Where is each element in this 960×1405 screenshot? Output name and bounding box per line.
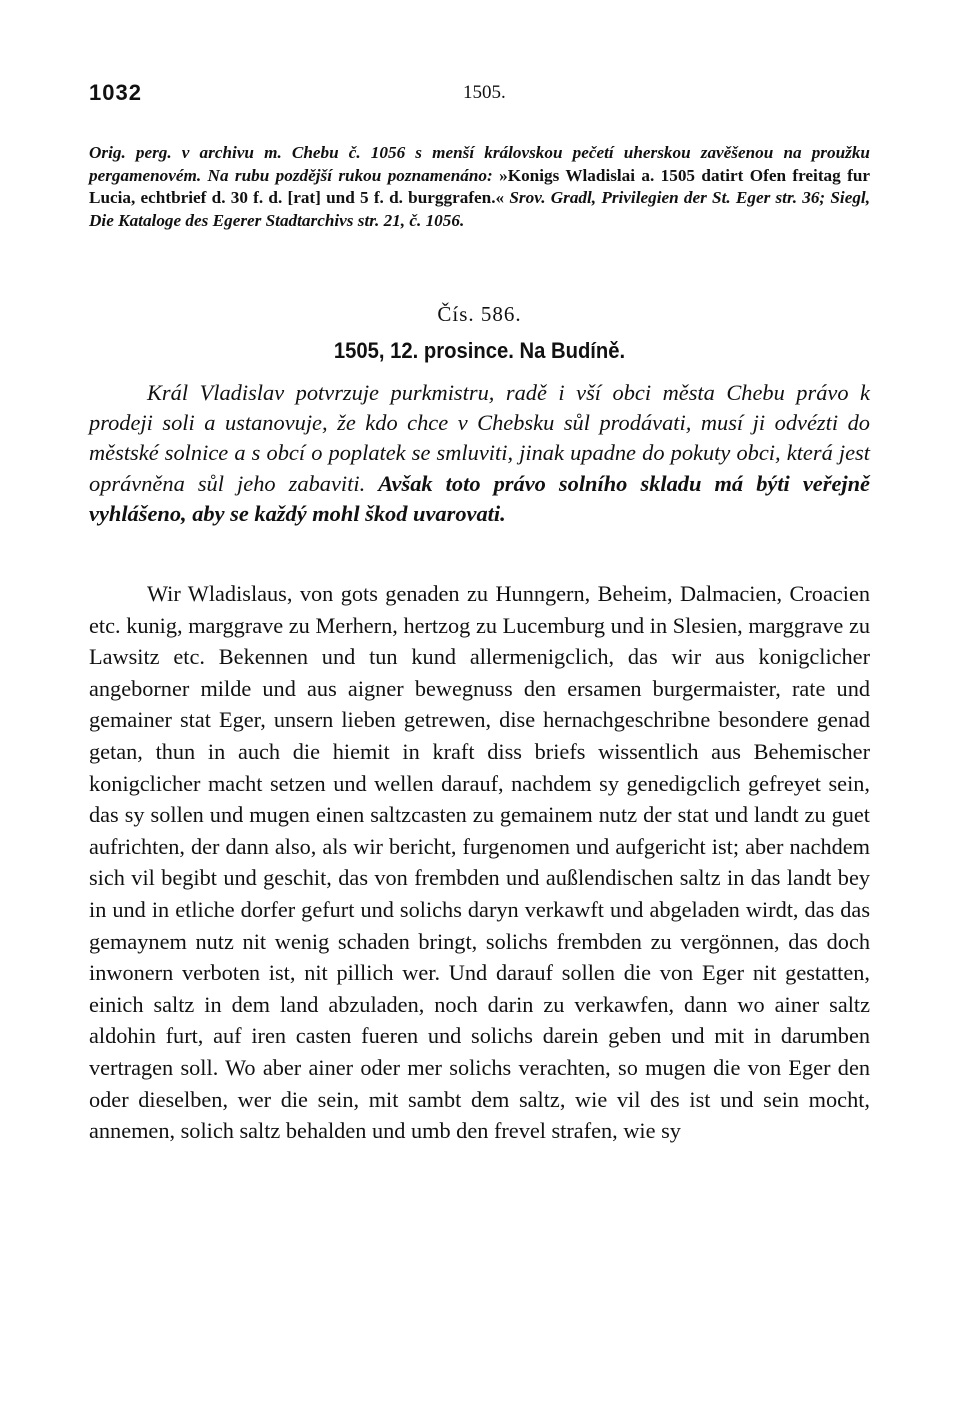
document-number: Čís. 586. [437,302,522,326]
page-number: 1032 [89,80,142,105]
source-note [89,142,870,232]
source-note-literature: Srov. Gradl, Privilegien der St. Eger str. 36; Siegl, Die Kataloge des Egerer Stadtarchivs str. 21, č. 1056. [89,188,870,230]
regest-summary-addendum: Avšak toto právo solního skladu má býti veřejně vyhlášeno, aby se každý mohl škod uvarovati. [89,470,870,526]
regest-summary-main: Král Vladislav potvrzuje purkmistru, radě i vší obci města Chebu právo k prodeji soli a ustanovuje, že kdo chce v Chebsku sůl prodávati, musí ji odvézti do městské solnice a s obcí o poplatek se smluviti, jinak upadne do pokuty obci, která jest oprávněna sůl jeho zabaviti. [89,380,870,496]
source-note-archive: Orig. perg. v archivu m. Chebu č. 1056 s menší královskou pečetí uherskou zavěšenou na proužku pergamenovém. Na rubu pozdější rukou poznamenáno: [89,143,870,185]
document-date-place: 1505, 12. prosince. Na Budíně. [333,338,626,363]
running-head-year: 1505. [463,82,506,103]
page-header [89,80,870,110]
source-note-dorsal-inscription: »Konigs Wladislai a. 1505 datirt Ofen freitag fur Lucia, echtbrief d. 30 f. d. [rat] und 5 f. d. burggrafen.« [89,165,871,208]
charter-text: Wir Wladislaus, von gots genaden zu Hunngern, Beheim, Dalmacien, Croacien etc. kunig, marggrave zu Merhern, hertzog zu Lucemburg und in Slesien, marggrave zu Lawsitz etc. Bekennen und tun kund allermenigclich, das wir aus konigclicher angeborner milde und aus aigner bewegnuss den ersamen burgermaister, rate und gemainer stat Eger, unsern lieben getrewen, dise hernachgeschribne besondere genad getan, thun in auch die hiemit in kraft diss briefs wissentlich aus Behemischer konigclicher macht setzen und wellen darauf, nachdem sy genedigclich gefreyet sein, das sy sollen und mugen einen saltzcasten zu gemainem nutz der stat und landt zu guet aufrichten, der dann also, als wir bericht, furgenomen und aufgericht ist; aber nachdem sich vil begibt und geschit, das von frembden und außlendischen saltz in das landt bey in und in etliche dorfer gefurt und solichs daryn verkawft und abgeladen wirdt, das das gemaynem nutz nit wenig schaden bringt, solichs frembden zu vergönnen, das doch inwonern verboten ist, nit pillich wer. Und darauf sollen die von Eger nit gestatten, einich saltz in dem land abzuladen, noch darin zu verkawfen, dann wo ainer saltz aldohin furt, auf iren casten fueren und solichs darein geben und mit in darumben vertragen soll. Wo aber ainer oder mer solichs verachten, so mugen die von Eger den oder dieselben, wer die sein, mit sambt dem saltz, wie vil des ist und sein mocht, annemen, solich saltz behalden und umb den frevel strafen, wie sy [89,581,870,1144]
regest-summary [89,378,870,529]
